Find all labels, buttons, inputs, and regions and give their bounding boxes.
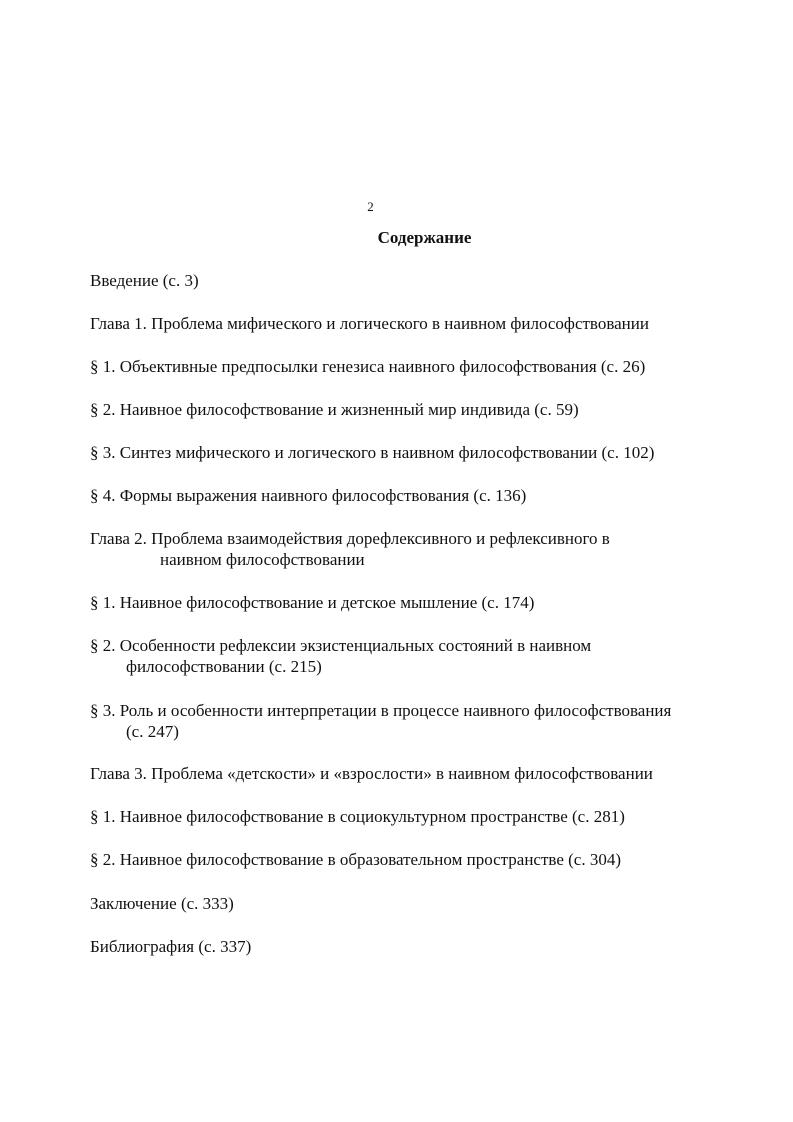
- toc-entry-text-continued: (с. 247): [126, 722, 179, 741]
- toc-entry-text: § 2. Наивное философствование и жизненный мир индивида (с. 59): [90, 400, 579, 419]
- toc-entry-ch1-section-1: [90, 356, 740, 377]
- toc-entry-ch2-section-3: [90, 700, 740, 742]
- toc-entry-text: Введение (с. 3): [90, 271, 199, 290]
- toc-entry-text: § 1. Объективные предпосылки генезиса наивного философствования (с. 26): [90, 357, 646, 376]
- toc-entry-text-continued: наивном философствовании: [160, 550, 365, 569]
- toc-entry-chapter-2: [90, 528, 740, 570]
- toc-entry-text: § 3. Синтез мифического и логического в наивном философствовании (с. 102): [90, 443, 655, 462]
- toc-entry-chapter-1: [90, 313, 740, 334]
- toc-entry-ch1-section-2: [90, 399, 740, 420]
- toc-entry-chapter-3: [90, 763, 740, 784]
- toc-entry-ch3-section-1: [90, 806, 740, 827]
- toc-entry-bibliography: [90, 936, 740, 957]
- page-number: 2: [367, 199, 374, 214]
- toc-entry-text: Глава 1. Проблема мифического и логического в наивном философствовании: [90, 314, 649, 333]
- toc-entry-ch1-section-4: [90, 485, 740, 506]
- toc-entry-text: Глава 3. Проблема «детскости» и «взрослости» в наивном философствовании: [90, 764, 653, 783]
- toc-entry-text: § 1. Наивное философствование в социокультурном пространстве (с. 281): [90, 807, 625, 826]
- toc-entry-text: Глава 2. Проблема взаимодействия дорефлексивного и рефлексивного в: [90, 529, 610, 548]
- toc-entry-text: § 3. Роль и особенности интерпретации в процессе наивного философствования: [90, 701, 672, 720]
- toc-entry-text: § 2. Наивное философствование в образовательном пространстве (с. 304): [90, 850, 622, 869]
- toc-entry-text-continued: философствовании (с. 215): [126, 657, 322, 676]
- toc-entry-conclusion: [90, 893, 740, 914]
- page-title: Содержание: [377, 228, 472, 247]
- toc-entry-text: § 4. Формы выражения наивного философствования (с. 136): [90, 486, 527, 505]
- toc-entry-text: § 2. Особенности рефлексии экзистенциальных состояний в наивном: [90, 636, 592, 655]
- toc-entry-text: § 1. Наивное философствование и детское мышление (с. 174): [90, 593, 535, 612]
- toc-entry-text: Заключение (с. 333): [90, 894, 234, 913]
- toc-entry-introduction: [90, 270, 740, 291]
- toc-entry-ch2-section-2: [90, 635, 740, 677]
- toc-entry-ch3-section-2: [90, 849, 740, 870]
- toc-entry-ch2-section-1: [90, 592, 740, 613]
- toc-entry-ch1-section-3: [90, 442, 740, 463]
- toc-entry-text: Библиография (с. 337): [90, 937, 252, 956]
